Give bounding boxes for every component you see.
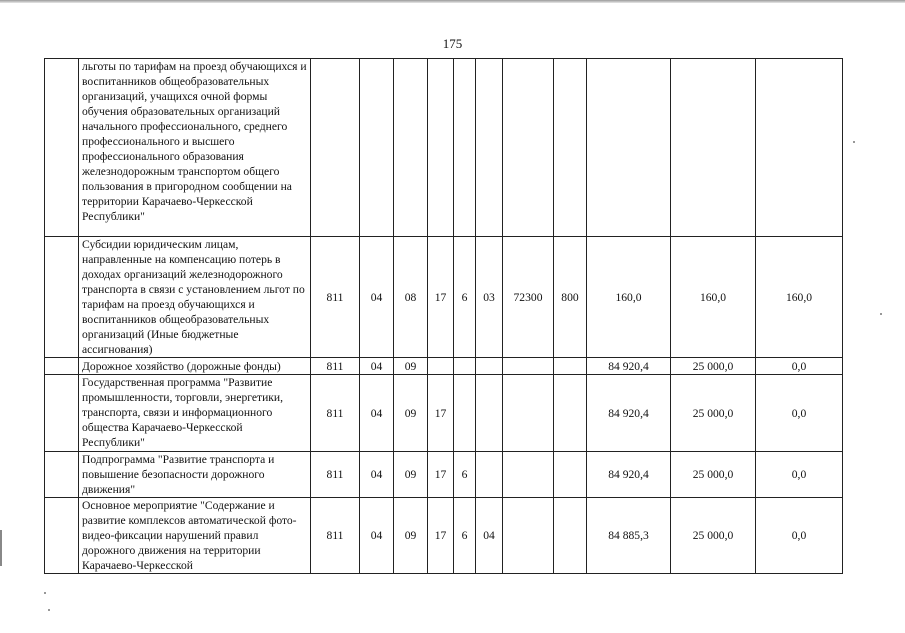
cell-sum2: 160,0 — [671, 237, 756, 358]
cell-cs3 — [476, 452, 503, 498]
cell-vr — [554, 498, 587, 574]
cell-sum3: 0,0 — [756, 498, 843, 574]
table-row — [45, 498, 843, 574]
budget-table — [44, 58, 843, 574]
row-first-cell — [45, 375, 79, 452]
cell-sum2: 25 000,0 — [671, 498, 756, 574]
cell-vr — [554, 358, 587, 375]
row-description: Государственная программа "Развитие промышленности, торговли, энергетики, транспорта, связи и информационного общества Карачаево-Черкесской Республики" — [79, 375, 311, 452]
scan-speck — [880, 313, 882, 315]
cell-sum1: 160,0 — [587, 237, 671, 358]
cell-sum2: 25 000,0 — [671, 358, 756, 375]
cell-cs4 — [503, 375, 554, 452]
cell-sum2: 25 000,0 — [671, 375, 756, 452]
cell-cs3: 04 — [476, 498, 503, 574]
cell-cs4 — [503, 498, 554, 574]
cell-pr: 09 — [394, 452, 428, 498]
page-number: 175 — [442, 36, 463, 51]
cell-cs2: 6 — [454, 237, 476, 358]
row-description: Основное мероприятие "Содержание и развитие комплексов автоматической фото-видео-фиксации нарушений правил дорожного движения на территории Карачаево-Черкесской — [79, 498, 311, 574]
scan-speck — [48, 609, 50, 611]
cell-rz: 04 — [360, 375, 394, 452]
row-description: Субсидии юридическим лицам, направленные на компенсацию потерь в доходах организаций железнодорожного транспорта в связи с установлением льгот по тарифам на проезд обучающихся и воспитанников общеобразовательных организаций (Иные бюджетные ассигнования) — [79, 237, 311, 358]
cell-pr — [394, 59, 428, 237]
cell-ved: 811 — [311, 237, 360, 358]
cell-cs2 — [454, 375, 476, 452]
row-description: Подпрограмма "Развитие транспорта и повышение безопасности дорожного движения" — [79, 452, 311, 498]
cell-pr: 09 — [394, 498, 428, 574]
table-row — [45, 452, 843, 498]
cell-cs2: 6 — [454, 452, 476, 498]
cell-cs4 — [503, 358, 554, 375]
cell-cs1: 17 — [428, 452, 454, 498]
cell-sum3: 160,0 — [756, 237, 843, 358]
row-description: льготы по тарифам на проезд обучающихся и воспитанников общеобразовательных организаций, учащихся очной формы обучения образовательных организаций начального профессионального, среднего профессионального и высшего профессионального образования железнодорожным транспортом общего пользования в пригородном сообщении на территории Карачаево-Черкесской Республики" — [79, 59, 311, 237]
cell-cs4 — [503, 59, 554, 237]
scan-left-mark — [0, 530, 2, 566]
cell-vr — [554, 59, 587, 237]
cell-cs2: 6 — [454, 498, 476, 574]
scan-speck — [44, 592, 46, 594]
cell-sum2 — [671, 59, 756, 237]
cell-cs1 — [428, 59, 454, 237]
row-first-cell — [45, 237, 79, 358]
cell-ved — [311, 59, 360, 237]
cell-cs4 — [503, 452, 554, 498]
cell-pr: 09 — [394, 358, 428, 375]
row-description: Дорожное хозяйство (дорожные фонды) — [79, 358, 311, 375]
cell-vr — [554, 452, 587, 498]
cell-ved: 811 — [311, 452, 360, 498]
cell-cs3 — [476, 59, 503, 237]
row-first-cell — [45, 498, 79, 574]
cell-ved: 811 — [311, 498, 360, 574]
cell-cs1: 17 — [428, 237, 454, 358]
row-first-cell — [45, 452, 79, 498]
cell-sum2: 25 000,0 — [671, 452, 756, 498]
cell-rz: 04 — [360, 237, 394, 358]
cell-rz: 04 — [360, 498, 394, 574]
cell-ved: 811 — [311, 358, 360, 375]
cell-pr: 08 — [394, 237, 428, 358]
cell-cs2 — [454, 59, 476, 237]
cell-ved: 811 — [311, 375, 360, 452]
row-first-cell — [45, 59, 79, 237]
cell-cs4: 72300 — [503, 237, 554, 358]
scan-speck — [853, 141, 855, 143]
cell-cs1 — [428, 358, 454, 375]
cell-cs3: 03 — [476, 237, 503, 358]
cell-rz: 04 — [360, 358, 394, 375]
cell-sum1: 84 920,4 — [587, 452, 671, 498]
cell-sum1: 84 920,4 — [587, 358, 671, 375]
table-row — [45, 237, 843, 358]
cell-rz — [360, 59, 394, 237]
cell-sum3: 0,0 — [756, 452, 843, 498]
cell-sum1: 84 920,4 — [587, 375, 671, 452]
row-first-cell — [45, 358, 79, 375]
cell-cs1: 17 — [428, 498, 454, 574]
cell-vr — [554, 375, 587, 452]
cell-pr: 09 — [394, 375, 428, 452]
cell-rz: 04 — [360, 452, 394, 498]
cell-vr: 800 — [554, 237, 587, 358]
cell-cs2 — [454, 358, 476, 375]
cell-sum3 — [756, 59, 843, 237]
cell-sum3: 0,0 — [756, 358, 843, 375]
cell-sum1 — [587, 59, 671, 237]
cell-sum3: 0,0 — [756, 375, 843, 452]
table-row — [45, 59, 843, 237]
table-row — [45, 375, 843, 452]
cell-sum1: 84 885,3 — [587, 498, 671, 574]
scan-top-edge — [0, 0, 905, 3]
cell-cs3 — [476, 375, 503, 452]
cell-cs3 — [476, 358, 503, 375]
table-row — [45, 358, 843, 375]
cell-cs1: 17 — [428, 375, 454, 452]
